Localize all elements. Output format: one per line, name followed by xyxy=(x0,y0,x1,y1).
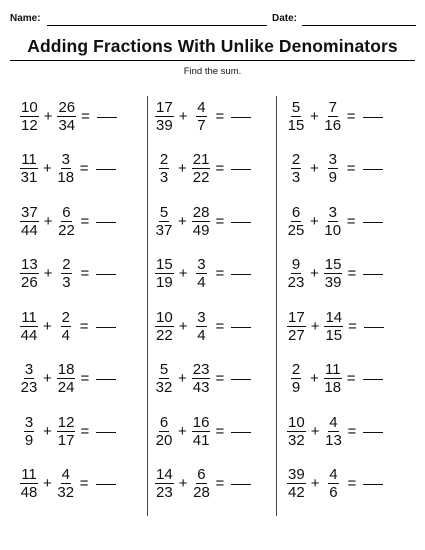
first-fraction xyxy=(20,152,38,185)
fraction-problem xyxy=(20,306,116,346)
numerator: 26 xyxy=(58,98,76,116)
plus-sign: + xyxy=(43,212,53,230)
denominator: 34 xyxy=(58,116,76,134)
plus-sign: + xyxy=(43,160,52,177)
equals-sign: = xyxy=(215,107,225,125)
numerator: 11 xyxy=(324,361,341,378)
fraction-problem xyxy=(287,411,383,451)
first-fraction xyxy=(287,152,305,185)
second-fraction xyxy=(57,257,75,290)
answer-blank[interactable] xyxy=(96,222,116,223)
plus-sign: + xyxy=(178,475,188,492)
second-fraction xyxy=(57,310,75,343)
numerator: 2 xyxy=(61,308,70,326)
numerator: 23 xyxy=(192,361,210,378)
plus-sign: + xyxy=(310,160,319,177)
numerator: 14 xyxy=(156,466,173,483)
second-fraction xyxy=(57,100,76,133)
column-divider xyxy=(147,96,148,516)
equals-sign: = xyxy=(346,107,356,125)
denominator: 15 xyxy=(325,326,343,344)
answer-blank[interactable] xyxy=(363,274,383,275)
fraction-problem xyxy=(287,464,383,504)
answer-blank[interactable] xyxy=(231,169,251,170)
answer-blank[interactable] xyxy=(96,327,116,328)
denominator: 28 xyxy=(193,484,210,501)
fraction-problem xyxy=(155,201,251,241)
plus-sign: + xyxy=(310,475,320,492)
numerator: 5 xyxy=(159,361,169,378)
denominator: 7 xyxy=(197,116,206,134)
plus-sign: + xyxy=(43,265,53,282)
numerator: 11 xyxy=(21,308,37,326)
equals-sign: = xyxy=(215,317,225,335)
first-fraction xyxy=(20,310,38,343)
numerator: 2 xyxy=(159,151,169,168)
denominator: 3 xyxy=(159,169,169,186)
equals-sign: = xyxy=(347,422,357,440)
denominator: 15 xyxy=(287,116,305,134)
first-fraction xyxy=(155,467,174,500)
numerator: 6 xyxy=(159,413,169,431)
denominator: 4 xyxy=(197,326,206,344)
denominator: 24 xyxy=(57,379,75,396)
numerator: 3 xyxy=(24,361,34,378)
numerator: 37 xyxy=(21,203,38,221)
date-label: Date: xyxy=(272,13,298,24)
plus-sign: + xyxy=(310,265,319,282)
second-fraction xyxy=(57,415,76,448)
second-fraction xyxy=(324,152,342,185)
equals-sign: = xyxy=(346,370,356,387)
equals-sign: = xyxy=(215,265,225,282)
first-fraction xyxy=(287,415,306,448)
plus-sign: + xyxy=(178,422,187,440)
denominator: 13 xyxy=(325,431,342,449)
name-field-line[interactable] xyxy=(47,25,267,26)
numerator: 3 xyxy=(197,308,206,326)
denominator: 3 xyxy=(62,274,71,291)
answer-blank[interactable] xyxy=(231,274,251,275)
equals-sign: = xyxy=(80,265,90,282)
answer-blank[interactable] xyxy=(231,327,251,328)
fraction-problem xyxy=(20,254,116,294)
denominator: 39 xyxy=(156,116,173,134)
fraction-problem xyxy=(155,306,251,346)
numerator: 3 xyxy=(24,413,34,431)
fraction-problem xyxy=(287,201,383,241)
first-fraction xyxy=(20,205,39,238)
plus-sign: + xyxy=(310,422,320,440)
second-fraction xyxy=(192,415,211,448)
denominator: 43 xyxy=(192,379,210,396)
denominator: 22 xyxy=(156,326,173,344)
plus-sign: + xyxy=(178,317,188,335)
denominator: 42 xyxy=(288,484,305,501)
denominator: 31 xyxy=(20,169,38,186)
answer-blank[interactable] xyxy=(364,327,384,328)
second-fraction xyxy=(57,362,76,395)
equals-sign: = xyxy=(80,422,90,440)
numerator: 4 xyxy=(329,413,338,431)
denominator: 18 xyxy=(57,169,75,186)
numerator: 17 xyxy=(288,308,305,326)
equals-sign: = xyxy=(80,212,90,230)
denominator: 10 xyxy=(324,221,342,239)
first-fraction xyxy=(155,152,173,185)
numerator: 11 xyxy=(21,151,37,168)
equals-sign: = xyxy=(348,317,357,335)
equals-sign: = xyxy=(79,475,89,492)
denominator: 9 xyxy=(291,379,301,396)
denominator: 22 xyxy=(58,221,75,239)
denominator: 20 xyxy=(155,431,173,449)
fraction-problem xyxy=(20,201,116,241)
fraction-problem xyxy=(287,149,383,189)
second-fraction xyxy=(57,205,75,238)
denominator: 48 xyxy=(20,484,38,501)
first-fraction xyxy=(155,310,174,343)
first-fraction xyxy=(155,257,174,290)
numerator: 11 xyxy=(21,466,37,483)
denominator: 23 xyxy=(20,379,38,396)
numerator: 3 xyxy=(197,256,206,273)
fraction-problem xyxy=(20,359,116,399)
denominator: 49 xyxy=(192,221,210,239)
numerator: 3 xyxy=(328,203,337,221)
answer-blank[interactable] xyxy=(231,379,251,380)
numerator: 10 xyxy=(21,98,38,116)
first-fraction xyxy=(20,257,39,290)
numerator: 21 xyxy=(192,151,210,168)
equals-sign: = xyxy=(79,317,89,335)
second-fraction xyxy=(192,467,210,500)
second-fraction xyxy=(324,362,342,395)
denominator: 44 xyxy=(21,221,38,239)
first-fraction xyxy=(287,362,305,395)
first-fraction xyxy=(20,362,38,395)
numerator: 15 xyxy=(156,256,173,273)
first-fraction xyxy=(20,467,38,500)
first-fraction xyxy=(20,415,38,448)
second-fraction xyxy=(324,310,343,343)
first-fraction xyxy=(287,310,306,343)
first-fraction xyxy=(287,100,305,133)
denominator: 37 xyxy=(155,221,173,239)
denominator: 23 xyxy=(287,274,305,291)
equals-sign: = xyxy=(215,212,225,230)
numerator: 4 xyxy=(61,466,70,483)
second-fraction xyxy=(324,205,342,238)
second-fraction xyxy=(192,257,210,290)
second-fraction xyxy=(57,152,75,185)
plus-sign: + xyxy=(43,475,52,492)
plus-sign: + xyxy=(43,317,52,335)
answer-blank[interactable] xyxy=(363,484,383,485)
second-fraction xyxy=(57,467,75,500)
second-fraction xyxy=(192,310,210,343)
second-fraction xyxy=(192,152,211,185)
fraction-problem xyxy=(155,359,251,399)
answer-blank[interactable] xyxy=(363,169,383,170)
denominator: 18 xyxy=(324,379,342,396)
numerator: 18 xyxy=(57,361,75,378)
denominator: 44 xyxy=(20,326,38,344)
fraction-problem xyxy=(20,464,116,504)
date-field-line[interactable] xyxy=(302,25,416,26)
numerator: 4 xyxy=(197,98,206,116)
fraction-problem xyxy=(155,254,251,294)
denominator: 27 xyxy=(288,326,305,344)
plus-sign: + xyxy=(178,212,187,230)
first-fraction xyxy=(20,100,39,133)
numerator: 6 xyxy=(62,203,71,221)
fraction-problem xyxy=(20,96,117,136)
numerator: 16 xyxy=(192,413,210,431)
column-divider xyxy=(276,96,277,516)
denominator: 17 xyxy=(57,431,75,449)
plus-sign: + xyxy=(43,422,52,440)
equals-sign: = xyxy=(347,265,357,282)
numerator: 2 xyxy=(291,151,301,168)
plus-sign: + xyxy=(43,107,53,125)
denominator: 9 xyxy=(328,169,337,186)
fraction-problem xyxy=(155,149,251,189)
second-fraction xyxy=(324,257,343,290)
denominator: 39 xyxy=(324,274,342,291)
plus-sign: + xyxy=(310,212,319,230)
numerator: 5 xyxy=(159,203,169,221)
plus-sign: + xyxy=(178,107,188,125)
numerator: 15 xyxy=(324,256,342,273)
name-label: Name: xyxy=(10,13,41,24)
fraction-problem xyxy=(287,306,384,346)
second-fraction xyxy=(192,362,211,395)
denominator: 32 xyxy=(57,484,75,501)
fraction-problem xyxy=(155,464,251,504)
numerator: 2 xyxy=(62,256,71,273)
numerator: 14 xyxy=(325,308,343,326)
answer-blank[interactable] xyxy=(231,484,251,485)
denominator: 12 xyxy=(21,116,38,134)
numerator: 9 xyxy=(291,256,301,273)
equals-sign: = xyxy=(79,160,89,177)
answer-blank[interactable] xyxy=(97,117,117,118)
title-rule xyxy=(10,60,415,61)
denominator: 4 xyxy=(61,326,70,344)
equals-sign: = xyxy=(215,370,225,387)
numerator: 10 xyxy=(288,413,305,431)
plus-sign: + xyxy=(43,370,52,387)
fraction-problem xyxy=(287,254,383,294)
fraction-problem xyxy=(20,411,116,451)
answer-blank[interactable] xyxy=(96,274,116,275)
denominator: 26 xyxy=(21,274,38,291)
equals-sign: = xyxy=(81,107,90,125)
equals-sign: = xyxy=(215,422,225,440)
denominator: 22 xyxy=(192,169,210,186)
answer-blank[interactable] xyxy=(96,379,116,380)
answer-blank[interactable] xyxy=(231,117,251,118)
fraction-problem xyxy=(287,359,383,399)
equals-sign: = xyxy=(347,475,357,492)
second-fraction xyxy=(192,205,211,238)
first-fraction xyxy=(287,467,306,500)
numerator: 3 xyxy=(61,151,70,168)
answer-blank[interactable] xyxy=(363,432,383,433)
denominator: 4 xyxy=(197,274,206,291)
first-fraction xyxy=(155,362,173,395)
answer-blank[interactable] xyxy=(96,432,116,433)
plus-sign: + xyxy=(310,370,319,387)
first-fraction xyxy=(287,205,305,238)
numerator: 2 xyxy=(291,361,301,378)
fraction-problem xyxy=(155,411,251,451)
denominator: 23 xyxy=(156,484,173,501)
first-fraction xyxy=(287,257,305,290)
numerator: 17 xyxy=(156,98,173,116)
plus-sign: + xyxy=(178,265,188,282)
first-fraction xyxy=(155,415,173,448)
answer-blank[interactable] xyxy=(363,222,383,223)
equals-sign: = xyxy=(346,160,356,177)
denominator: 41 xyxy=(192,431,210,449)
numerator: 39 xyxy=(288,466,305,483)
equals-sign: = xyxy=(346,212,356,230)
numerator: 6 xyxy=(197,466,206,483)
numerator: 10 xyxy=(156,308,173,326)
numerator: 5 xyxy=(291,98,301,116)
plus-sign: + xyxy=(178,370,187,387)
first-fraction xyxy=(155,100,174,133)
fraction-problem xyxy=(287,96,383,136)
denominator: 32 xyxy=(288,431,305,449)
denominator: 16 xyxy=(324,116,342,134)
answer-blank[interactable] xyxy=(363,117,383,118)
plus-sign: + xyxy=(178,160,187,177)
fraction-problem xyxy=(20,149,116,189)
numerator: 12 xyxy=(57,413,75,431)
numerator: 28 xyxy=(192,203,210,221)
numerator: 6 xyxy=(291,203,301,221)
denominator: 19 xyxy=(156,274,173,291)
instructions: Find the sum. xyxy=(183,66,242,77)
denominator: 32 xyxy=(155,379,173,396)
answer-blank[interactable] xyxy=(231,432,251,433)
answer-blank[interactable] xyxy=(96,169,116,170)
equals-sign: = xyxy=(215,475,225,492)
second-fraction xyxy=(324,467,342,500)
answer-blank[interactable] xyxy=(231,222,251,223)
numerator: 3 xyxy=(328,151,337,168)
second-fraction xyxy=(324,100,342,133)
equals-sign: = xyxy=(215,160,225,177)
numerator: 7 xyxy=(328,98,337,116)
denominator: 9 xyxy=(24,431,34,449)
answer-blank[interactable] xyxy=(96,484,116,485)
denominator: 6 xyxy=(329,484,338,501)
fraction-problem xyxy=(155,96,251,136)
first-fraction xyxy=(155,205,173,238)
second-fraction xyxy=(192,100,210,133)
denominator: 3 xyxy=(291,169,301,186)
answer-blank[interactable] xyxy=(363,379,383,380)
plus-sign: + xyxy=(310,107,319,125)
second-fraction xyxy=(324,415,342,448)
denominator: 25 xyxy=(287,221,305,239)
numerator: 13 xyxy=(21,256,38,273)
worksheet-title: Adding Fractions With Unlike Denominators xyxy=(27,36,398,56)
numerator: 4 xyxy=(329,466,338,483)
plus-sign: + xyxy=(310,317,320,335)
equals-sign: = xyxy=(80,370,90,387)
